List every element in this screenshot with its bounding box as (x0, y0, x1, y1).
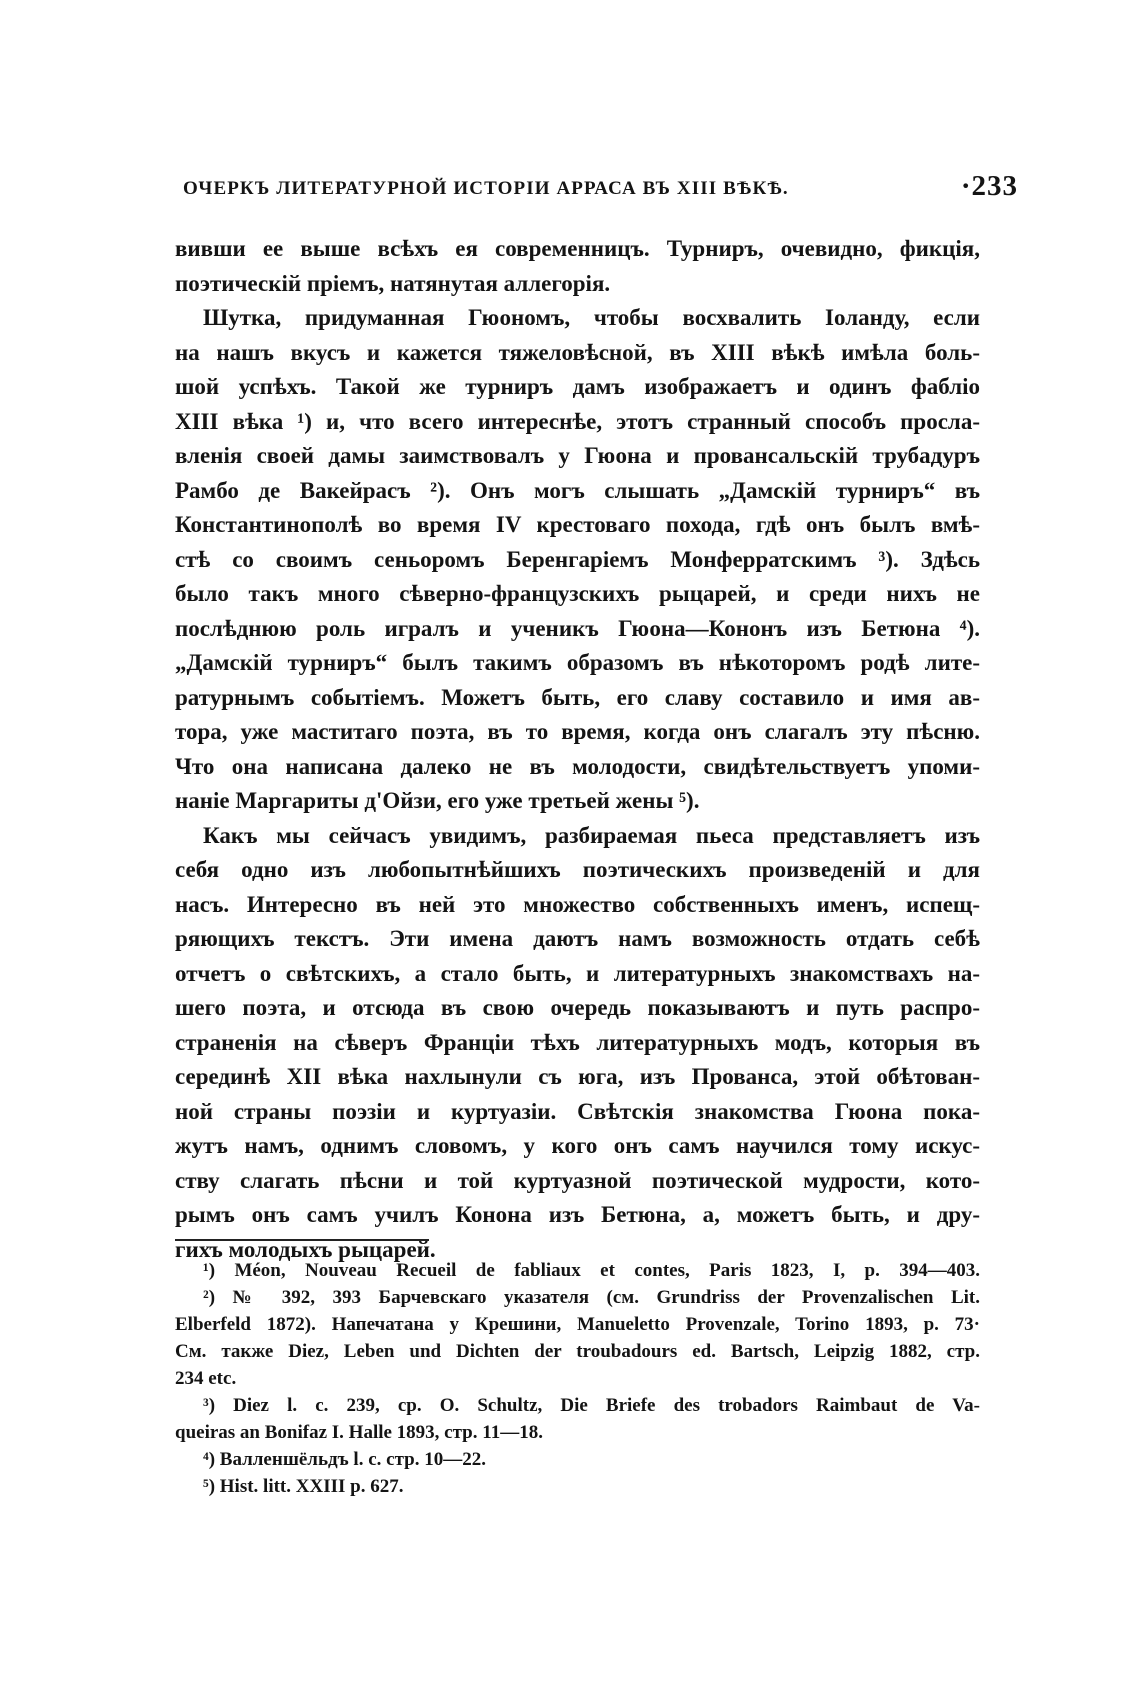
text-line: отчетъ о свѣтскихъ, а стало быть, и литературныхъ знакомствахъ на- (175, 960, 980, 986)
text-line: наніе Маргариты д'Ойзи, его уже третьей жены ⁵). (175, 788, 700, 813)
text-line: на нашъ вкусъ и кажется тяжеловѣсной, въ XIII вѣкѣ имѣла боль- (175, 339, 980, 365)
footnotes (175, 1257, 980, 1500)
footnote-line: 234 etc. (175, 1368, 237, 1389)
text-line: послѣднюю роль игралъ и ученикъ Гюона—Кононъ изъ Бетюна ⁴). (175, 615, 980, 641)
text-line: Что она написана далеко не въ молодости, свидѣтельствуетъ упоми- (175, 753, 980, 779)
footnote-line: ³) Diez l. c. 239, ср. O. Schultz, Die Briefe des trobadors Raimbaut de Va- (203, 1395, 980, 1416)
footnote-line: См. также Diez, Leben und Dichten der troubadours ed. Bartsch, Leipzig 1882, стр. (175, 1341, 980, 1362)
page-number: ·233 (960, 170, 1018, 202)
text-line: себя одно изъ любопытнѣйшихъ поэтическихъ произведеній и для (175, 857, 980, 882)
text-line: ряющихъ текстъ. Эти имена даютъ намъ возможность отдать себѣ (175, 926, 980, 951)
text-line: Константинополѣ во время IV крестоваго похода, гдѣ онъ былъ вмѣ- (175, 512, 980, 537)
text-line: страненія на сѣверъ Франціи тѣхъ литературныхъ модъ, которыя въ (175, 1029, 980, 1055)
running-title: ОЧЕРКЪ ЛИТЕРАТУРНОЙ ИСТОРІИ АРРАСА ВЪ XIII ВѢКѢ. (183, 178, 789, 199)
text-line: было такъ много сѣверно-французскихъ рыцарей, и среди нихъ не (175, 581, 980, 606)
text-line: Шутка, придуманная Гюономъ, чтобы восхвалить Іоланду, если (203, 305, 980, 330)
running-header (183, 170, 1018, 206)
footnote-line: Elberfeld 1872). Напечатана у Крешини, Manueletto Provenzale, Torino 1893, p. 73· (175, 1314, 980, 1335)
text-line: ству слагать пѣсни и той куртуазной поэтической мудрости, кото- (175, 1167, 980, 1193)
main-text (175, 232, 980, 1267)
text-line: Рамбо де Вакейрасъ ²). Онъ могъ слышать „Дамскій турниръ“ въ (175, 477, 980, 503)
footnote-divider (175, 1239, 429, 1241)
footnote-line: ⁵) Hist. litt. XXIII p. 627. (203, 1476, 404, 1497)
footnote-line: ¹) Méon, Nouveau Recueil de fabliaux et contes, Paris 1823, I, p. 394—403. (203, 1260, 980, 1281)
text-line: тора, уже маститаго поэта, въ то время, когда онъ слагалъ эту пѣсню. (175, 719, 980, 744)
text-line: гихъ молодыхъ рыцарей. (175, 1236, 436, 1262)
text-line: поэтическій пріемъ, натянутая аллегорія. (175, 270, 611, 296)
text-line: шего поэта, и отсюда въ свою очередь показываютъ и путь распро- (175, 995, 980, 1020)
text-line: XIII вѣка ¹) и, что всего интереснѣе, этотъ странный способъ просла- (175, 408, 980, 434)
footnote-line: ²) № 392, 393 Барчевскаго указателя (см. Grundriss der Provenzalischen Lit. (203, 1287, 980, 1308)
text-line: рымъ онъ самъ училъ Конона изъ Бетюна, а, можетъ быть, и дру- (175, 1202, 980, 1227)
text-line: серединѣ XII вѣка нахлынули съ юга, изъ Прованса, этой обѣтован- (175, 1064, 980, 1089)
footnote-line: queiras an Bonifaz I. Halle 1893, стр. 11—18. (175, 1422, 543, 1443)
text-line: ратурнымъ событіемъ. Можетъ быть, его славу составило и имя ав- (175, 684, 980, 710)
text-line: шой успѣхъ. Такой же турниръ дамъ изображаетъ и одинъ фабліо (175, 374, 980, 399)
text-line: жутъ намъ, однимъ словомъ, у кого онъ самъ научился тому искус- (175, 1133, 980, 1158)
text-line: вивши ее выше всѣхъ ея современницъ. Турниръ, очевидно, фикція, (175, 236, 980, 261)
text-line: насъ. Интересно въ ней это множество собственныхъ именъ, испещ- (175, 891, 980, 917)
text-line: „Дамскій турниръ“ былъ такимъ образомъ въ нѣкоторомъ родѣ лите- (175, 650, 980, 675)
text-line: вленія своей дамы заимствовалъ у Гюона и провансальскій трубадуръ (175, 443, 980, 468)
text-line: стѣ со своимъ сеньоромъ Беренгаріемъ Монферратскимъ ³). Здѣсь (175, 546, 980, 572)
text-line: ной страны поэзіи и куртуазіи. Свѣтскія знакомства Гюона пока- (175, 1098, 980, 1124)
footnote-line: ⁴) Валленшёльдъ l. c. стр. 10—22. (203, 1449, 486, 1470)
text-line: Какъ мы сейчасъ увидимъ, разбираемая пьеса представляетъ изъ (203, 822, 980, 848)
